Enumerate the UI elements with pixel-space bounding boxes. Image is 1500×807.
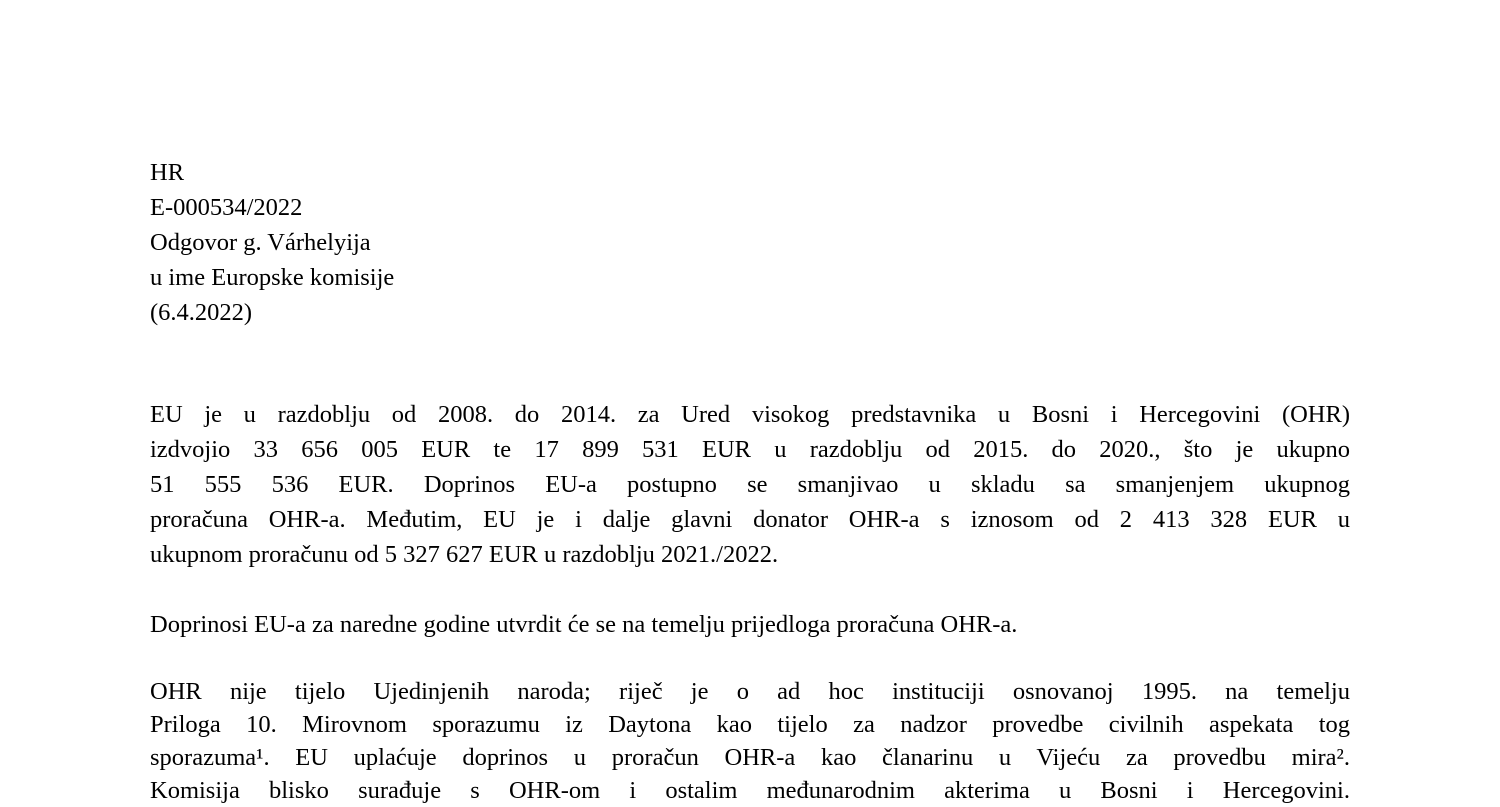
paragraph-line: 51 555 536 EUR. Doprinos EU-a postupno se smanjivao u skladu sa smanjenjem ukupnog xyxy=(150,471,1350,498)
paragraph-line: Doprinosi EU-a za naredne godine utvrdit će se na temelju prijedloga proračuna OHR-a. xyxy=(150,611,1018,638)
paragraph-line-clipped: Komisija blisko surađuje s OHR-om i ostalim međunarodnim akterima u Bosni i Hercegovini. xyxy=(150,777,1350,804)
paragraph-line: sporazuma¹. EU uplaćuje doprinos u proračun OHR-a kao članarinu u Vijeću za provedbu mira². xyxy=(150,744,1350,771)
paragraph-line: izdvojio 33 656 005 EUR te 17 899 531 EUR u razdoblju od 2015. do 2020., što je ukupno xyxy=(150,436,1350,463)
paragraph-line: OHR nije tijelo Ujedinjenih naroda; riječ je o ad hoc instituciji osnovanoj 1995. na temelju xyxy=(150,678,1350,705)
document-content xyxy=(150,0,1350,804)
reference-number: E-000534/2022 xyxy=(150,194,303,221)
paragraph-line: EU je u razdoblju od 2008. do 2014. za Ured visokog predstavnika u Bosni i Hercegovini (OHR) xyxy=(150,401,1350,428)
paragraph-ohr-status xyxy=(150,675,1350,807)
answer-date: (6.4.2022) xyxy=(150,299,253,326)
paragraph-funding xyxy=(150,397,1350,572)
paragraph-line: Priloga 10. Mirovnom sporazumu iz Daytona kao tijelo za nadzor provedbe civilnih aspekata tog xyxy=(150,711,1350,738)
answer-on-behalf: u ime Europske komisije xyxy=(150,264,395,291)
document-header xyxy=(150,155,1350,330)
paragraph-future-contributions xyxy=(150,607,1350,642)
paragraph-line: ukupnom proračunu od 5 327 627 EUR u razdoblju 2021./2022. xyxy=(150,541,779,568)
answer-title: Odgovor g. Várhelyija xyxy=(150,229,371,256)
paragraph-line: proračuna OHR-a. Međutim, EU je i dalje glavni donator OHR-a s iznosom od 2 413 328 EUR u xyxy=(150,506,1350,533)
language-code: HR xyxy=(150,159,185,186)
